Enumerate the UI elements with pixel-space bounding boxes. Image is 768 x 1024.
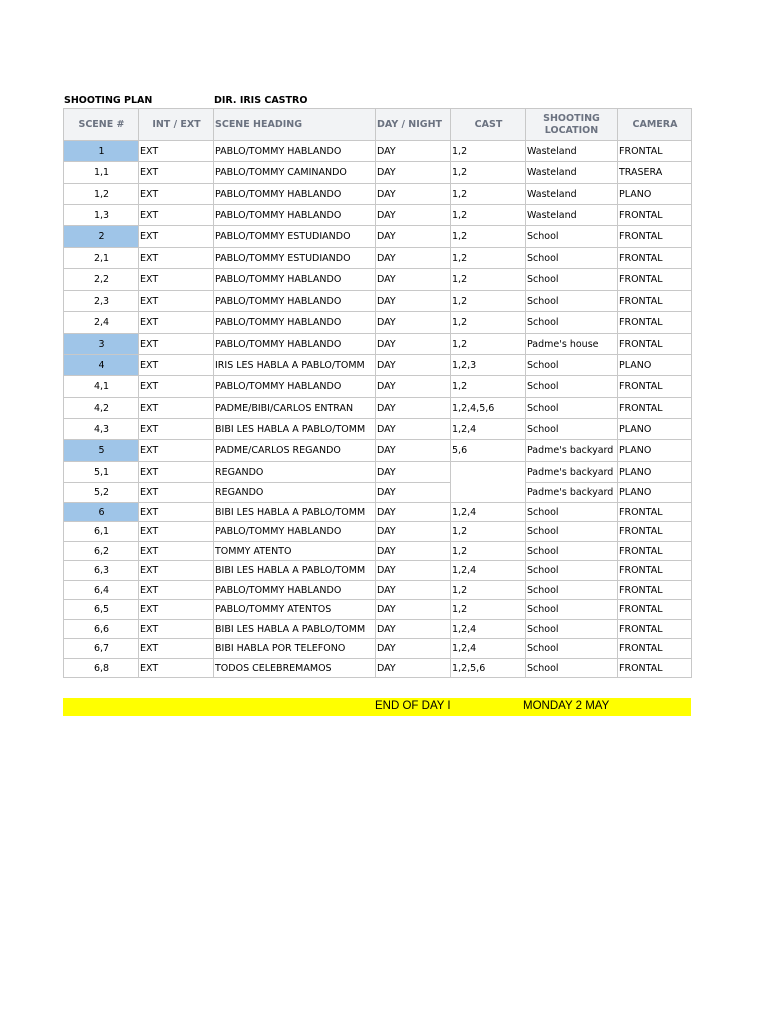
camera-cell: FRONTAL — [618, 141, 692, 162]
shooting-location-cell: School — [526, 398, 618, 419]
scene-heading-cell: PADME/BIBI/CARLOS ENTRAN — [214, 398, 376, 419]
camera-cell: TRASERA — [618, 162, 692, 184]
day-night-cell: DAY — [376, 483, 451, 503]
int-ext-cell: EXT — [139, 334, 214, 355]
day-night-cell: DAY — [376, 205, 451, 226]
shooting-location-cell: School — [526, 561, 618, 581]
day-night-cell: DAY — [376, 162, 451, 184]
day-night-cell: DAY — [376, 639, 451, 659]
day-night-cell: DAY — [376, 226, 451, 248]
table-row — [64, 226, 692, 248]
cast-cell: 1,2 — [451, 205, 526, 226]
int-ext-cell: EXT — [139, 600, 214, 620]
cast-cell: 1,2 — [451, 600, 526, 620]
day-night-cell: DAY — [376, 419, 451, 440]
camera-cell: FRONTAL — [618, 398, 692, 419]
shooting-location-cell: School — [526, 226, 618, 248]
table-row — [64, 542, 692, 561]
day-night-cell: DAY — [376, 398, 451, 419]
int-ext-cell: EXT — [139, 141, 214, 162]
day-night-cell: DAY — [376, 334, 451, 355]
table-row — [64, 376, 692, 398]
camera-cell: FRONTAL — [618, 600, 692, 620]
column-header-scene-heading: SCENE HEADING — [214, 109, 376, 141]
scene-cell: 1,3 — [64, 205, 139, 226]
table-row — [64, 141, 692, 162]
shooting-location-cell: School — [526, 581, 618, 600]
scene-cell: 3 — [64, 334, 139, 355]
int-ext-cell: EXT — [139, 312, 214, 334]
scene-heading-cell: BIBI LES HABLA A PABLO/TOMM — [214, 561, 376, 581]
cast-cell: 1,2 — [451, 226, 526, 248]
scene-heading-cell: PABLO/TOMMY CAMINANDO — [214, 162, 376, 184]
int-ext-cell: EXT — [139, 659, 214, 678]
scene-heading-cell: PABLO/TOMMY HABLANDO — [214, 184, 376, 205]
cast-cell: 1,2 — [451, 312, 526, 334]
int-ext-cell: EXT — [139, 269, 214, 291]
day-night-cell: DAY — [376, 522, 451, 542]
table-row — [64, 334, 692, 355]
table-row — [64, 522, 692, 542]
cast-cell: 1,2 — [451, 334, 526, 355]
scene-cell: 2,1 — [64, 248, 139, 269]
int-ext-cell: EXT — [139, 542, 214, 561]
camera-cell: FRONTAL — [618, 581, 692, 600]
table-row — [64, 639, 692, 659]
day-night-cell: DAY — [376, 291, 451, 312]
table-row — [64, 503, 692, 522]
camera-cell: FRONTAL — [618, 639, 692, 659]
scene-cell: 5,1 — [64, 462, 139, 483]
column-header-cast: CAST — [451, 109, 526, 141]
camera-cell: PLANO — [618, 184, 692, 205]
scene-cell: 2 — [64, 226, 139, 248]
scene-heading-cell: PABLO/TOMMY HABLANDO — [214, 334, 376, 355]
scene-heading-cell: PABLO/TOMMY HABLANDO — [214, 581, 376, 600]
column-header-scene: SCENE # — [64, 109, 139, 141]
scene-heading-cell: TOMMY ATENTO — [214, 542, 376, 561]
int-ext-cell: EXT — [139, 522, 214, 542]
int-ext-cell: EXT — [139, 581, 214, 600]
table-row — [64, 312, 692, 334]
shooting-location-cell: School — [526, 355, 618, 376]
int-ext-cell: EXT — [139, 639, 214, 659]
scene-heading-cell: BIBI LES HABLA A PABLO/TOMM — [214, 419, 376, 440]
shooting-date: MONDAY 2 MAY — [523, 700, 610, 712]
end-of-day-band — [63, 698, 691, 716]
table-row — [64, 581, 692, 600]
table-row — [64, 162, 692, 184]
scene-heading-cell: PABLO/TOMMY ESTUDIANDO — [214, 226, 376, 248]
director-name: DIR. IRIS CASTRO — [214, 95, 308, 106]
camera-cell: PLANO — [618, 355, 692, 376]
int-ext-cell: EXT — [139, 503, 214, 522]
table-row — [64, 419, 692, 440]
camera-cell: FRONTAL — [618, 291, 692, 312]
scene-heading-cell: PABLO/TOMMY HABLANDO — [214, 205, 376, 226]
scene-cell: 2,4 — [64, 312, 139, 334]
cast-cell: 1,2,4 — [451, 561, 526, 581]
camera-cell: PLANO — [618, 483, 692, 503]
scene-cell: 4,2 — [64, 398, 139, 419]
int-ext-cell: EXT — [139, 398, 214, 419]
cast-cell: 1,2,4 — [451, 620, 526, 639]
camera-cell: FRONTAL — [618, 542, 692, 561]
int-ext-cell: EXT — [139, 440, 214, 462]
shooting-location-cell: Wasteland — [526, 162, 618, 184]
table-header-row — [64, 109, 692, 141]
shooting-plan-table — [63, 108, 692, 678]
shooting-location-cell: School — [526, 542, 618, 561]
table-body — [64, 141, 692, 678]
table-row — [64, 248, 692, 269]
scene-heading-cell: PABLO/TOMMY HABLANDO — [214, 312, 376, 334]
int-ext-cell: EXT — [139, 184, 214, 205]
scene-cell: 6,3 — [64, 561, 139, 581]
camera-cell: FRONTAL — [618, 269, 692, 291]
shooting-location-cell: School — [526, 600, 618, 620]
column-header-shooting-location: SHOOTING LOCATION — [526, 109, 618, 141]
cast-cell: 1,2,5,6 — [451, 659, 526, 678]
scene-cell: 4,1 — [64, 376, 139, 398]
day-night-cell: DAY — [376, 248, 451, 269]
int-ext-cell: EXT — [139, 291, 214, 312]
shooting-location-cell: Wasteland — [526, 205, 618, 226]
int-ext-cell: EXT — [139, 620, 214, 639]
int-ext-cell: EXT — [139, 205, 214, 226]
day-night-cell: DAY — [376, 184, 451, 205]
shooting-location-cell: School — [526, 620, 618, 639]
int-ext-cell: EXT — [139, 483, 214, 503]
scene-heading-cell: PADME/CARLOS REGANDO — [214, 440, 376, 462]
cast-cell: 1,2,4 — [451, 639, 526, 659]
scene-heading-cell: BIBI LES HABLA A PABLO/TOMM — [214, 503, 376, 522]
cast-cell: 1,2,4 — [451, 419, 526, 440]
scene-heading-cell: PABLO/TOMMY HABLANDO — [214, 291, 376, 312]
camera-cell: FRONTAL — [618, 226, 692, 248]
camera-cell: FRONTAL — [618, 522, 692, 542]
int-ext-cell: EXT — [139, 248, 214, 269]
day-night-cell: DAY — [376, 561, 451, 581]
cast-cell: 5,6 — [451, 440, 526, 462]
day-night-cell: DAY — [376, 376, 451, 398]
scene-cell: 6,6 — [64, 620, 139, 639]
scene-heading-cell: PABLO/TOMMY HABLANDO — [214, 269, 376, 291]
day-night-cell: DAY — [376, 440, 451, 462]
shooting-location-cell: School — [526, 659, 618, 678]
scene-heading-cell: BIBI HABLA POR TELEFONO — [214, 639, 376, 659]
cast-cell: 1,2 — [451, 376, 526, 398]
day-night-cell: DAY — [376, 503, 451, 522]
cast-cell: 1,2 — [451, 162, 526, 184]
plan-title: SHOOTING PLAN — [64, 95, 153, 106]
scene-heading-cell: PABLO/TOMMY HABLANDO — [214, 522, 376, 542]
camera-cell: FRONTAL — [618, 205, 692, 226]
camera-cell: PLANO — [618, 440, 692, 462]
day-night-cell: DAY — [376, 620, 451, 639]
table-row — [64, 659, 692, 678]
camera-cell: PLANO — [618, 419, 692, 440]
cast-cell: 1,2,3 — [451, 355, 526, 376]
table-row — [64, 561, 692, 581]
camera-cell: FRONTAL — [618, 659, 692, 678]
scene-cell: 6 — [64, 503, 139, 522]
scene-cell: 4,3 — [64, 419, 139, 440]
table-row — [64, 355, 692, 376]
cast-cell: 1,2 — [451, 291, 526, 312]
column-header-day-night: DAY / NIGHT — [376, 109, 451, 141]
camera-cell: FRONTAL — [618, 312, 692, 334]
table-row — [64, 620, 692, 639]
shooting-location-cell: Wasteland — [526, 141, 618, 162]
shooting-location-cell: School — [526, 522, 618, 542]
cast-cell — [451, 462, 526, 503]
table-row — [64, 269, 692, 291]
int-ext-cell: EXT — [139, 162, 214, 184]
scene-cell: 1,1 — [64, 162, 139, 184]
scene-cell: 6,5 — [64, 600, 139, 620]
table-row — [64, 440, 692, 462]
scene-cell: 6,1 — [64, 522, 139, 542]
day-night-cell: DAY — [376, 269, 451, 291]
column-header-int-ext: INT / EXT — [139, 109, 214, 141]
shooting-location-cell: School — [526, 503, 618, 522]
table-row — [64, 483, 692, 503]
scene-cell: 6,8 — [64, 659, 139, 678]
scene-cell: 2,2 — [64, 269, 139, 291]
cast-cell: 1,2 — [451, 522, 526, 542]
camera-cell: PLANO — [618, 462, 692, 483]
day-night-cell: DAY — [376, 141, 451, 162]
scene-cell: 5,2 — [64, 483, 139, 503]
camera-cell: FRONTAL — [618, 503, 692, 522]
int-ext-cell: EXT — [139, 226, 214, 248]
scene-cell: 6,4 — [64, 581, 139, 600]
scene-heading-cell: REGANDO — [214, 462, 376, 483]
camera-cell: FRONTAL — [618, 561, 692, 581]
day-night-cell: DAY — [376, 355, 451, 376]
scene-heading-cell: PABLO/TOMMY HABLANDO — [214, 141, 376, 162]
cast-cell: 1,2 — [451, 184, 526, 205]
cast-cell: 1,2 — [451, 269, 526, 291]
cast-cell: 1,2,4,5,6 — [451, 398, 526, 419]
day-night-cell: DAY — [376, 600, 451, 620]
shooting-location-cell: Padme's backyard — [526, 483, 618, 503]
column-header-camera: CAMERA — [618, 109, 692, 141]
scene-cell: 6,7 — [64, 639, 139, 659]
shooting-location-cell: School — [526, 419, 618, 440]
scene-cell: 1 — [64, 141, 139, 162]
day-night-cell: DAY — [376, 462, 451, 483]
shooting-location-cell: School — [526, 312, 618, 334]
cast-cell: 1,2 — [451, 141, 526, 162]
cast-cell: 1,2,4 — [451, 503, 526, 522]
table-row — [64, 600, 692, 620]
cast-cell: 1,2 — [451, 248, 526, 269]
table-row — [64, 184, 692, 205]
int-ext-cell: EXT — [139, 376, 214, 398]
int-ext-cell: EXT — [139, 561, 214, 581]
scene-heading-cell: PABLO/TOMMY ATENTOS — [214, 600, 376, 620]
shooting-location-cell: Padme's backyard — [526, 462, 618, 483]
shooting-location-cell: School — [526, 269, 618, 291]
cast-cell: 1,2 — [451, 542, 526, 561]
shooting-location-cell: School — [526, 248, 618, 269]
scene-heading-cell: PABLO/TOMMY HABLANDO — [214, 376, 376, 398]
scene-cell: 2,3 — [64, 291, 139, 312]
shooting-location-cell: Padme's backyard — [526, 440, 618, 462]
scene-heading-cell: IRIS LES HABLA A PABLO/TOMM — [214, 355, 376, 376]
table-row — [64, 205, 692, 226]
camera-cell: FRONTAL — [618, 248, 692, 269]
table-row — [64, 462, 692, 483]
scene-heading-cell: TODOS CELEBREMAMOS — [214, 659, 376, 678]
scene-cell: 1,2 — [64, 184, 139, 205]
day-night-cell: DAY — [376, 542, 451, 561]
plan-header — [64, 95, 691, 109]
cast-cell: 1,2 — [451, 581, 526, 600]
shooting-location-cell: School — [526, 639, 618, 659]
table-row — [64, 291, 692, 312]
int-ext-cell: EXT — [139, 355, 214, 376]
shooting-location-cell: School — [526, 376, 618, 398]
shooting-location-cell: School — [526, 291, 618, 312]
int-ext-cell: EXT — [139, 419, 214, 440]
scene-heading-cell: BIBI LES HABLA A PABLO/TOMM — [214, 620, 376, 639]
end-of-day-label: END OF DAY I — [375, 700, 451, 712]
scene-heading-cell: REGANDO — [214, 483, 376, 503]
scene-cell: 5 — [64, 440, 139, 462]
shooting-location-cell: Wasteland — [526, 184, 618, 205]
day-night-cell: DAY — [376, 312, 451, 334]
int-ext-cell: EXT — [139, 462, 214, 483]
camera-cell: FRONTAL — [618, 334, 692, 355]
day-night-cell: DAY — [376, 659, 451, 678]
scene-cell: 4 — [64, 355, 139, 376]
camera-cell: FRONTAL — [618, 620, 692, 639]
camera-cell: FRONTAL — [618, 376, 692, 398]
scene-cell: 6,2 — [64, 542, 139, 561]
day-night-cell: DAY — [376, 581, 451, 600]
table-row — [64, 398, 692, 419]
scene-heading-cell: PABLO/TOMMY ESTUDIANDO — [214, 248, 376, 269]
shooting-location-cell: Padme's house — [526, 334, 618, 355]
